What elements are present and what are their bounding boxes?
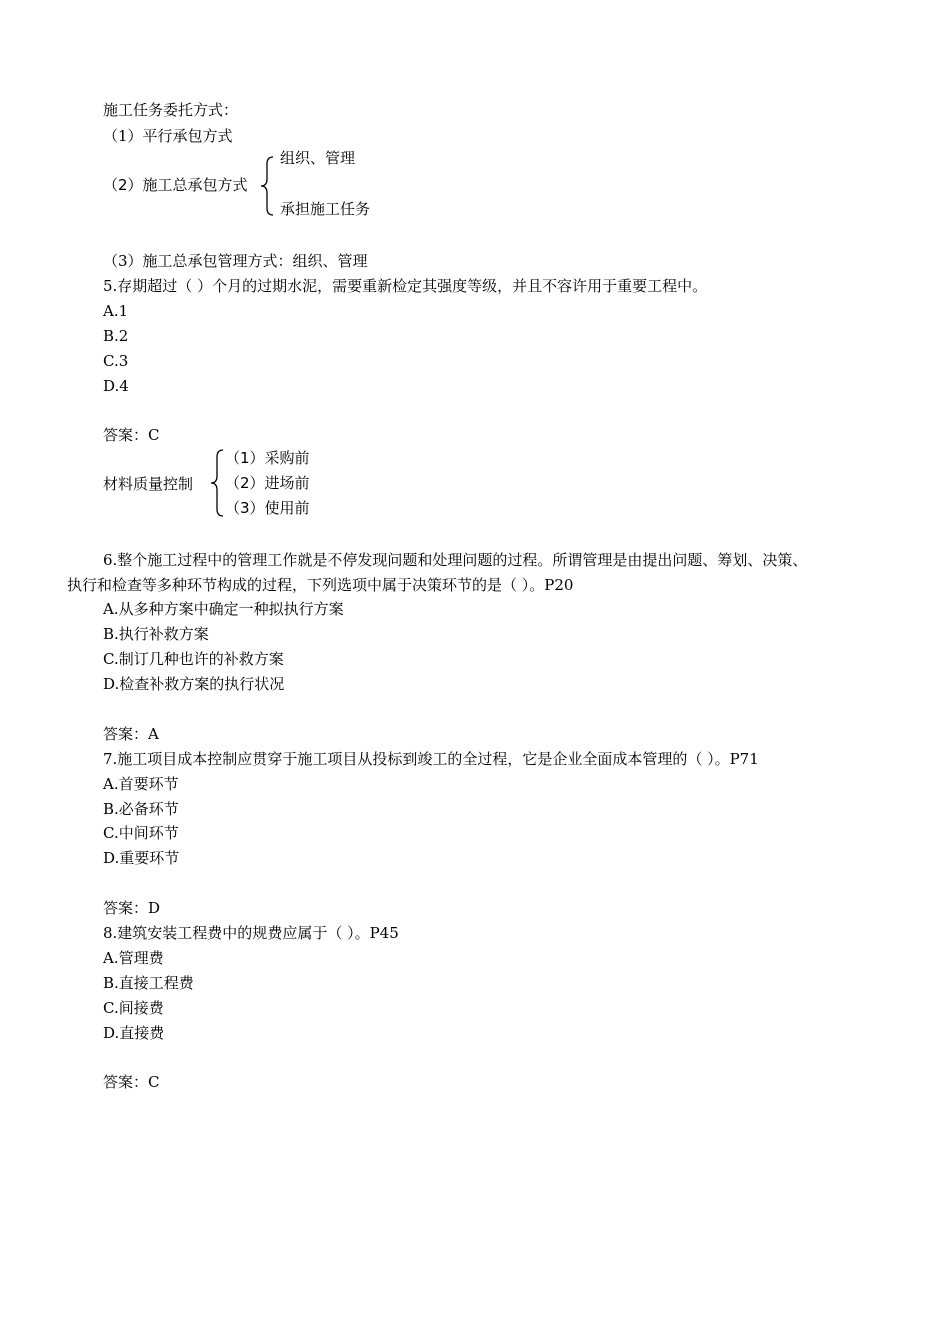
answer-option: B.必备环节 — [103, 800, 179, 818]
diagram-branch-label: 承担施工任务 — [280, 200, 371, 218]
answer-option: A.管理费 — [103, 949, 164, 967]
answer-key: 答案：C — [103, 426, 160, 444]
answer-option: A.从多种方案中确定一种拟执行方案 — [103, 600, 344, 618]
list-item: （1）平行承包方式 — [103, 127, 233, 145]
diagram-branch-label: （2）进场前 — [225, 474, 310, 492]
diagram-branch-label: （3）使用前 — [225, 499, 310, 517]
answer-option: C.中间环节 — [103, 824, 179, 842]
question-text: 8.建筑安装工程费中的规费应属于（ ）。P45 — [103, 924, 399, 942]
diagram-root-label: （2）施工总承包方式 — [103, 176, 248, 194]
list-item: （3）施工总承包管理方式：组织、管理 — [103, 252, 368, 270]
answer-option: C.制订几种也许的补救方案 — [103, 650, 284, 668]
answer-option: A.1 — [103, 302, 129, 320]
answer-option: C.间接费 — [103, 999, 164, 1017]
question-text: 6.整个施工过程中的管理工作就是不停发现问题和处理问题的过程。所谓管理是由提出问题、筹划、决策、 — [103, 551, 808, 569]
answer-option: C.3 — [103, 352, 129, 370]
answer-option: D.重要环节 — [103, 849, 180, 867]
answer-option: B.直接工程费 — [103, 974, 194, 992]
question-text: 5.存期超过（ ）个月的过期水泥，需要重新检定其强度等级，并且不容许用于重要工程中。 — [103, 277, 708, 295]
answer-key: 答案：C — [103, 1073, 160, 1091]
material-quality-brace-diagram — [103, 447, 363, 523]
answer-option: A.首要环节 — [103, 775, 179, 793]
section-heading: 施工任务委托方式： — [103, 101, 239, 119]
question-text: 7.施工项目成本控制应贯穿于施工项目从投标到竣工的全过程，它是企业全面成本管理的（ ）。P71 — [103, 750, 759, 768]
question-text-continued: 执行和检查等多种环节构成的过程，下列选项中属于决策环节的是（ ）。P20 — [67, 576, 574, 594]
answer-option: B.2 — [103, 327, 129, 345]
curly-brace-icon — [259, 156, 275, 216]
answer-option: D.直接费 — [103, 1024, 165, 1042]
answer-option: B.执行补救方案 — [103, 625, 209, 643]
answer-key: 答案：D — [103, 899, 161, 917]
diagram-branch-label: 组织、管理 — [280, 149, 356, 167]
curly-brace-icon — [209, 449, 225, 517]
answer-option: D.检查补救方案的执行状况 — [103, 675, 285, 693]
diagram-branch-label: （1）采购前 — [225, 449, 310, 467]
diagram-root-label: 材料质量控制 — [103, 475, 194, 493]
contracting-brace-diagram — [103, 148, 403, 224]
answer-option: D.4 — [103, 377, 129, 395]
answer-key: 答案：A — [103, 725, 159, 743]
